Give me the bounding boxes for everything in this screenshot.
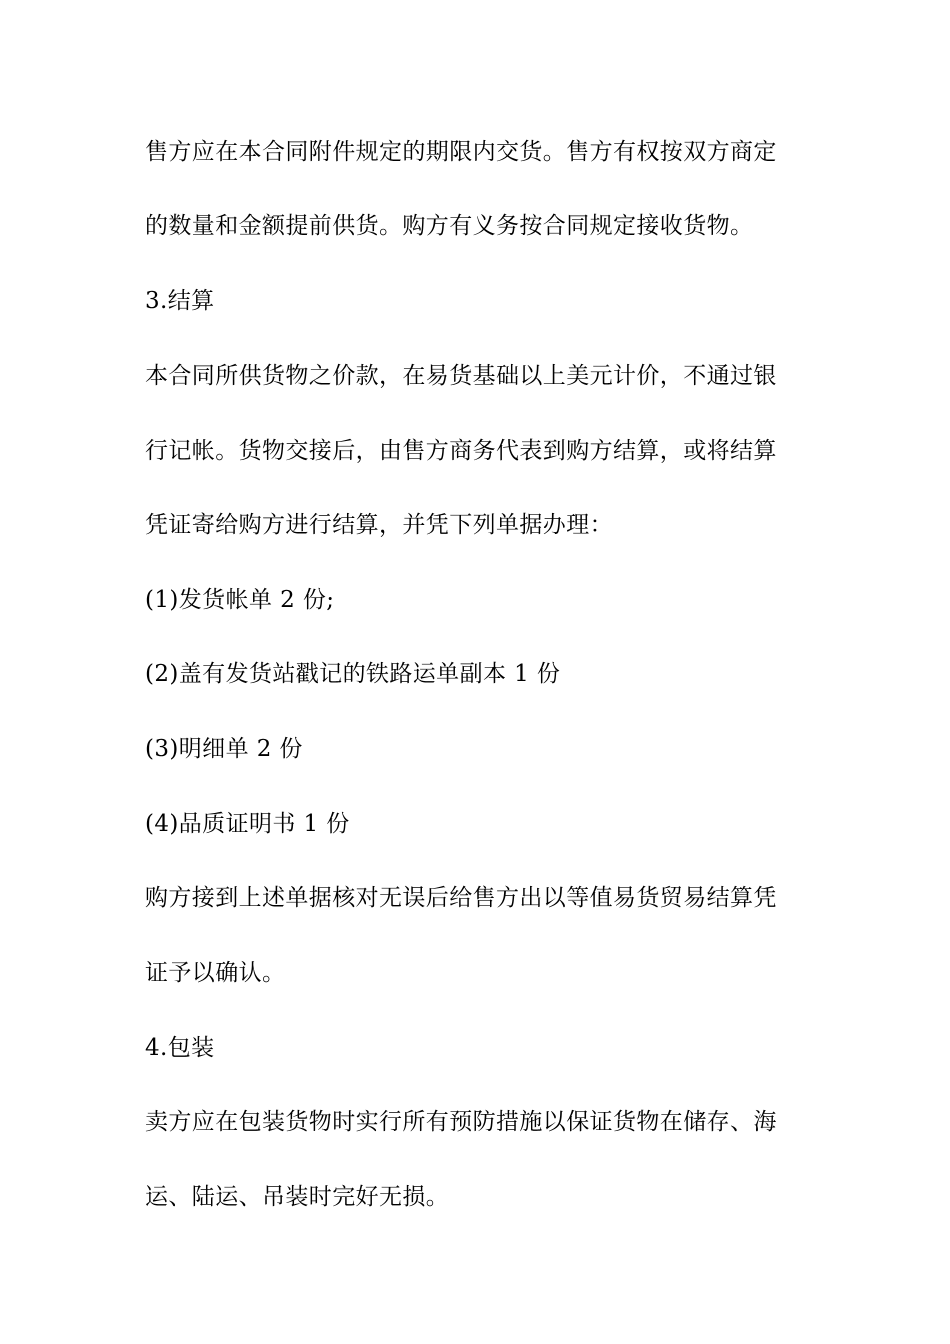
list-item: (2)盖有发货站戳记的铁路运单副本 1 份 (145, 661, 561, 687)
paragraph-line: 售方应在本合同附件规定的期限内交货。售方有权按双方商定 (145, 139, 777, 165)
paragraph-line: 本合同所供货物之价款，在易货基础以上美元计价，不通过银 (145, 363, 777, 389)
section-heading-settlement: 3.结算 (145, 288, 215, 314)
paragraph-line: 凭证寄给购方进行结算，并凭下列单据办理： (145, 512, 613, 538)
paragraph-line: 行记帐。货物交接后，由售方商务代表到购方结算，或将结算 (145, 438, 777, 464)
list-item: (3)明细单 2 份 (145, 736, 303, 762)
paragraph-line: 的数量和金额提前供货。购方有义务按合同规定接收货物。 (145, 213, 754, 239)
paragraph-line: 卖方应在包装货物时实行所有预防措施以保证货物在储存、海 (145, 1109, 777, 1135)
list-item: (1)发货帐单 2 份; (145, 587, 335, 613)
section-heading-packaging: 4.包装 (145, 1035, 215, 1061)
list-item: (4)品质证明书 1 份 (145, 811, 350, 837)
paragraph-line: 证予以确认。 (145, 960, 286, 986)
paragraph-line: 购方接到上述单据核对无误后给售方出以等值易货贸易结算凭 (145, 885, 777, 911)
paragraph-line: 运、陆运、吊装时完好无损。 (145, 1184, 450, 1210)
